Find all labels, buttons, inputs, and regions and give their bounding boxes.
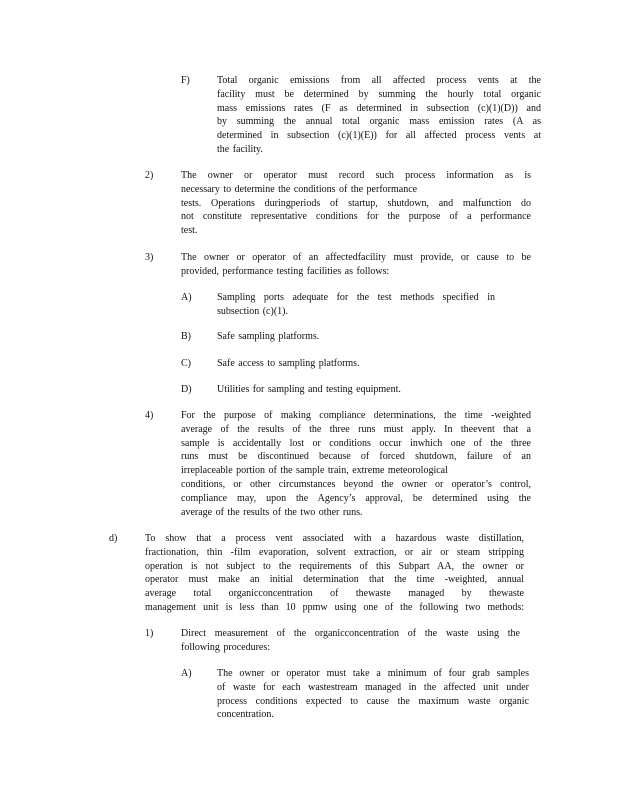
paragraph-text [217,74,541,157]
text-line: test. [181,225,198,237]
paragraph-label: 4) [145,410,154,421]
paragraph-label: 3) [145,252,154,263]
text-line: mass emissions rates (F as determined in subsection (c)(1)(D)) and [217,102,541,114]
text-line: Direct measurement of the organicconcentration of the waste using the [181,628,520,639]
text-line: sample is accidentally lost or conditions occur inwhich one of the three [181,437,531,449]
text-line: average of the results of the three runs must apply. In theevent that a [181,423,531,435]
text-line: following procedures: [181,641,271,653]
paragraph-text [181,627,520,655]
paragraph-text [217,383,517,397]
text-line: irreplaceable portion of the sample train, extreme meteorological [181,465,448,477]
paragraph-label: B) [181,331,191,342]
text-line: conditions, or other circumstances beyond the owner or operator’s control, [181,478,531,490]
text-line: The owner or operator must take a minimum of four grab samples [217,668,529,679]
text-line: determined in subsection (c)(1)(E)) for all affected process vents at [217,130,541,142]
text-line: Safe sampling platforms. [217,331,320,342]
text-line: operation is not subject to the requirements of this Subpart AA, the owner or [145,560,524,572]
paragraph-text [145,532,524,615]
text-line: necessary to determine the conditions of the performance [181,183,418,195]
paragraph-text [181,251,531,279]
text-line: runs must be discontinued because of forced shutdown, failure of an [181,451,531,463]
text-line: concentration. [217,709,274,721]
text-line: not constitute representative conditions for the purpose of a performance [181,211,531,223]
text-line: Total organic emissions from all affected process vents at the [217,75,541,86]
text-line: fractionation, thin -film evaporation, solvent extraction, or air or steam stripping [145,546,524,558]
paragraph-label: 1) [145,628,154,639]
paragraph-label: A) [181,292,192,303]
text-line: by summing the annual total organic mass emission rates (A as [217,116,541,128]
text-line: process conditions expected to cause the maximum waste organic [217,695,529,707]
paragraph-label: D) [181,384,192,395]
text-line: tests. Operations duringperiods of startup, shutdown, and malfunction do [181,197,531,209]
paragraph-text [217,667,529,722]
paragraph-text [181,169,531,238]
paragraph-label: d) [109,533,118,544]
text-line: compliance may, upon the Agency’s approval, be determined using the [181,492,531,504]
text-line: To show that a process vent associated with a hazardous waste distillation, [145,533,524,544]
text-line: average total organicconcentration of thewaste managed by thewaste [145,588,524,600]
text-line: average of the results of the two other runs. [181,506,363,518]
text-line: the facility. [217,143,263,155]
paragraph-text [217,357,517,371]
text-line: Sampling ports adequate for the test methods specified in [217,292,495,303]
text-line: Safe access to sampling platforms. [217,358,360,369]
text-line: provided, performance testing facilities as follows: [181,265,390,277]
text-line: of waste for each wastestream managed in the affected unit under [217,681,529,693]
paragraph-label: C) [181,358,191,369]
text-line: operator must make an initial determination that the time -weighted, annual [145,574,524,586]
paragraph-text [181,409,531,519]
text-line: Utilities for sampling and testing equipment. [217,384,401,395]
text-line: The owner or operator of an affectedfacility must provide, or cause to be [181,252,531,263]
text-line: For the purpose of making compliance determinations, the time -weighted [181,410,531,421]
text-line: subsection (c)(1). [217,305,288,317]
paragraph-label: 2) [145,170,154,181]
paragraph-label: A) [181,668,192,679]
paragraph-text [217,291,495,319]
paragraph-label: F) [181,75,190,86]
paragraph-text [217,330,517,344]
text-line: The owner or operator must record such process information as is [181,170,531,181]
text-line: facility must be determined by summing the hourly total organic [217,88,541,100]
text-line: management unit is less than 10 ppmw using one of the following two methods: [145,601,524,613]
